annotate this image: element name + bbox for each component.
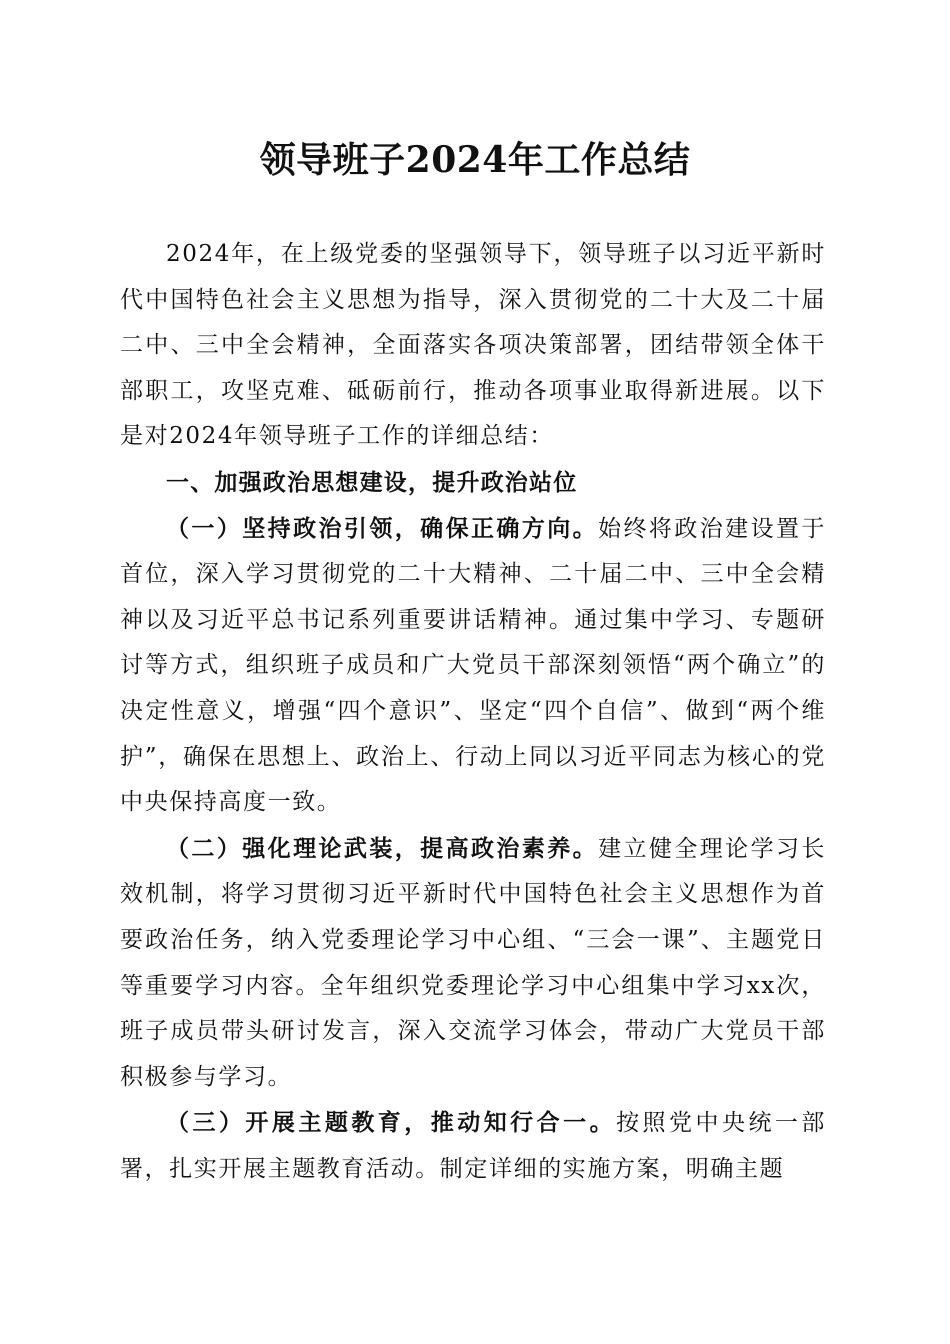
item-text: 始终将政治建设置于首位，深入学习贯彻党的二十大精神、二十届二中、三中全会精神以及习近平总书记系列重要讲话精神。通过集中学习、专题研讨等方式，组织班子成员和广大党员干部深刻领悟“两个确立”的决定性意义，增强“四个意识”、坚定“四个自信”、做到“两个维护”，确保在思想上、政治上、行动上同以习近平同志为核心的党中央保持高度一致。 [120, 515, 827, 816]
item-lead: （二）强化理论武装，提高政治素养。 [166, 834, 599, 862]
paragraph-item-2 [120, 826, 826, 1101]
section-heading: 一、加强政治思想建设，提升政治站位 [166, 468, 578, 496]
intro-paragraph: 2024年，在上级党委的坚强领导下，领导班子以习近平新时代中国特色社会主义思想为指导，深入贯彻党的二十大及二十届二中、三中全会精神，全面落实各项决策部署，团结带领全体干部职工，攻坚克难、砥砺前行，推动各项事业取得新进展。以下是对2024年领导班子工作的详细总结： [120, 241, 826, 450]
paragraph-item-3 [120, 1100, 826, 1192]
document-body [120, 232, 826, 1192]
document-title: 领导班子2024年工作总结 [259, 139, 691, 181]
item-text: 按照党中央统一部署，扎实开展主题教育活动。制定详细的实施方案，明确主题 [120, 1110, 826, 1182]
item-lead: （一）坚持政治引领，确保正确方向。 [166, 514, 599, 542]
item-text: 建立健全理论学习长效机制，将学习贯彻习近平新时代中国特色社会主义思想作为首要政治任务，纳入党委理论学习中心组、“三会一课”、主题党日等重要学习内容。全年组织党委理论学习中心组集中学习xx次，班子成员带头研讨发言，深入交流学习体会，带动广大党员干部积极参与学习。 [120, 835, 827, 1090]
item-lead: （三）开展主题教育，推动知行合一。 [166, 1109, 617, 1137]
paragraph-item-1 [120, 506, 826, 826]
